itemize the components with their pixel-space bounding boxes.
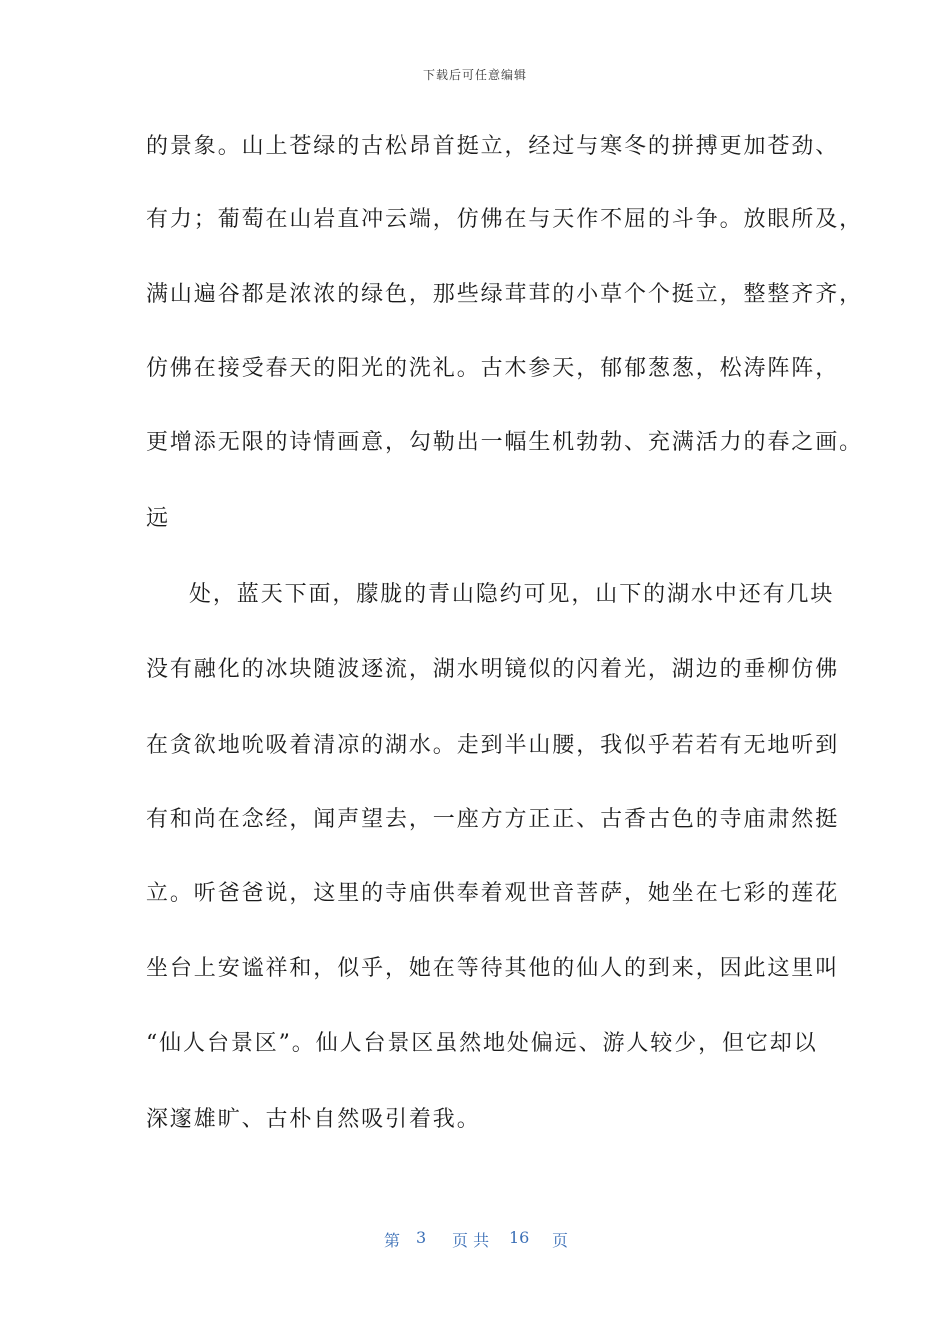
body-line-14: 深邃雄旷、古朴自然吸引着我。 (146, 1107, 481, 1132)
body-line-11: 立。听爸爸说，这里的寺庙供奉着观世音菩萨，她坐在七彩的莲花 (146, 881, 840, 906)
body-line-2: 有力；葡萄在山岩直冲云端，仿佛在与天作不屈的斗争。放眼所及， (146, 207, 864, 232)
body-line-3: 满山遍谷都是浓浓的绿色，那些绿茸茸的小草个个挺立，整整齐齐， (146, 282, 864, 307)
page-header: 下载后可任意编辑 (422, 68, 527, 82)
footer-page-suffix: 页 (552, 1231, 569, 1250)
body-line-10: 有和尚在念经，闻声望去，一座方方正正、古香古色的寺庙肃然挺 (146, 807, 840, 832)
body-line-8: 没有融化的冰块随波逐流，湖水明镜似的闪着光，湖边的垂柳仿佛 (146, 657, 840, 682)
body-line-7: 处，蓝天下面，朦胧的青山隐约可见，山下的湖水中还有几块 (189, 582, 835, 607)
body-line-1: 的景象。山上苍绿的古松昂首挺立，经过与寒冬的拼搏更加苍劲、 (146, 134, 840, 159)
footer-page-middle: 页 共 (452, 1231, 490, 1250)
footer-total-pages: 16 (509, 1228, 530, 1247)
body-line-6: 远 (146, 506, 170, 531)
body-line-9: 在贪欲地吮吸着清凉的湖水。走到半山腰，我似乎若若有无地听到 (146, 733, 840, 758)
body-line-5: 更增添无限的诗情画意，勾勒出一幅生机勃勃、充满活力的春之画。 (146, 430, 864, 455)
page-footer (0, 1228, 950, 1252)
body-line-13: “仙人台景区”。仙人台景区虽然地处偏远、游人较少，但它却以 (146, 1031, 818, 1056)
body-line-12: 坐台上安谧祥和，似乎，她在等待其他的仙人的到来，因此这里叫 (146, 956, 840, 981)
footer-page-number: 3 (416, 1228, 427, 1247)
body-line-4: 仿佛在接受春天的阳光的洗礼。古木参天，郁郁葱葱，松涛阵阵， (146, 356, 840, 381)
footer-page-prefix: 第 (384, 1231, 401, 1250)
